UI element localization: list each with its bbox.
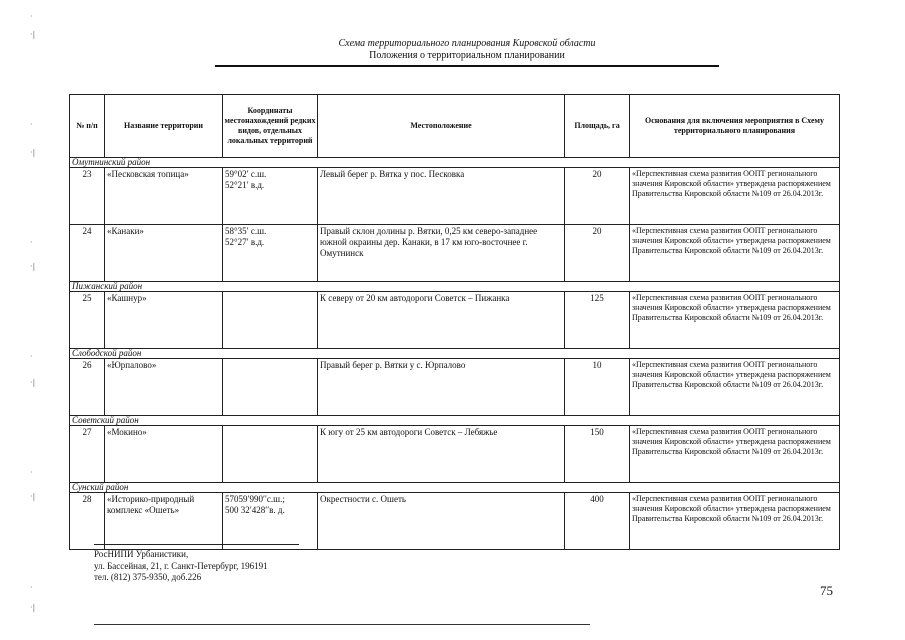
column-header-area: Площадь, га <box>565 95 630 158</box>
district-name: Омутнинский район <box>70 158 840 168</box>
cell-location: К северу от 20 км автодороги Советск – Пижанка <box>318 292 565 349</box>
cell-basis: «Перспективная схема развития ООПТ регионального значения Кировской области» утверждена распоряжением Правительства Кировской области №109 от 26.04.2013г. <box>630 359 840 416</box>
cell-area: 20 <box>565 168 630 225</box>
cell-coordinates <box>223 426 318 483</box>
table-row <box>70 292 840 349</box>
header-subtitle: Положения о территориальном планировании <box>369 50 565 61</box>
cell-coordinates <box>223 168 318 225</box>
cell-basis: «Перспективная схема развития ООПТ регионального значения Кировской области» утверждена распоряжением Правительства Кировской области №109 от 26.04.2013г. <box>630 225 840 282</box>
cell-number: 28 <box>70 493 105 550</box>
page-number: 75 <box>820 583 833 598</box>
cell-number: 24 <box>70 225 105 282</box>
scan-margin-mark: · <box>30 12 33 21</box>
document-footer <box>94 549 268 584</box>
cell-name: «Песковская топица» <box>105 168 223 225</box>
cell-location: К югу от 25 км автодороги Советск – Лебяжье <box>318 426 565 483</box>
column-header-location: Местоположение <box>318 95 565 158</box>
scan-margin-mark: ·| <box>30 262 36 271</box>
footer-rule <box>94 544 299 545</box>
coordinate-longitude: 52°27′ в.д. <box>225 237 265 247</box>
cell-location: Левый берег р. Вятка у пос. Песковка <box>318 168 565 225</box>
district-row <box>70 158 840 168</box>
column-header-number: № п/п <box>70 95 105 158</box>
district-row <box>70 349 840 359</box>
table-header-row <box>70 95 840 158</box>
cell-area: 10 <box>565 359 630 416</box>
scan-margin-mark: ·| <box>30 30 36 39</box>
cell-coordinates <box>223 292 318 349</box>
scan-margin-mark: · <box>30 352 33 361</box>
cell-coordinates <box>223 225 318 282</box>
scan-margin-mark: · <box>30 468 33 477</box>
cell-name: «Мокино» <box>105 426 223 483</box>
table-row <box>70 168 840 225</box>
scan-margin-mark: ·| <box>30 148 36 157</box>
header-rule <box>215 65 719 67</box>
scan-margin-mark: · <box>30 583 33 592</box>
scan-margin-mark: · <box>30 120 33 129</box>
footer-address: ул. Бассейная, 21, г. Санкт-Петербург, 196191 <box>94 560 268 571</box>
protected-areas-table <box>69 94 840 550</box>
table-row <box>70 359 840 416</box>
cell-basis: «Перспективная схема развития ООПТ регионального значения Кировской области» утверждена распоряжением Правительства Кировской области №109 от 26.04.2013г. <box>630 292 840 349</box>
coordinate-latitude: 58°35′ с.ш. <box>225 226 267 236</box>
district-row <box>70 416 840 426</box>
scan-margin-mark: ·| <box>30 378 36 387</box>
district-name: Пижанский район <box>70 282 840 292</box>
column-header-name: Название территории <box>105 95 223 158</box>
cell-number: 23 <box>70 168 105 225</box>
coordinate-latitude: 57059′990′′с.ш.; <box>225 494 285 504</box>
cell-number: 25 <box>70 292 105 349</box>
district-name: Советский район <box>70 416 840 426</box>
cell-area: 150 <box>565 426 630 483</box>
column-header-basis: Основания для включения мероприятия в Схему территориального планирования <box>630 95 840 158</box>
coordinate-longitude: 500 32′428′′в. д. <box>225 505 285 515</box>
cell-coordinates <box>223 359 318 416</box>
scan-margin-mark: · <box>30 238 33 247</box>
table-row <box>70 426 840 483</box>
cell-area: 125 <box>565 292 630 349</box>
footer-organization: РосНИПИ Урбанистики, <box>94 549 189 559</box>
column-header-coordinates: Координаты местонахождений редких видов, отдельных локальных территорий <box>223 95 318 158</box>
scan-margin-mark: ·| <box>30 603 36 612</box>
cell-basis: «Перспективная схема развития ООПТ регионального значения Кировской области» утверждена распоряжением Правительства Кировской области №109 от 26.04.2013г. <box>630 168 840 225</box>
cell-basis: «Перспективная схема развития ООПТ регионального значения Кировской области» утверждена распоряжением Правительства Кировской области №109 от 26.04.2013г. <box>630 426 840 483</box>
bottom-rule <box>94 624 590 625</box>
district-name: Слободской район <box>70 349 840 359</box>
header-title: Схема территориального планирования Кировской области <box>338 38 596 49</box>
cell-coordinates <box>223 493 318 550</box>
district-row <box>70 282 840 292</box>
document-header <box>215 38 719 67</box>
cell-location: Правый склон долины р. Вятки, 0,25 км северо-западнее южной окраины дер. Канаки, в 17 км юго-восточнее г. Омутнинск <box>318 225 565 282</box>
footer-phone: тел. (812) 375-9350, доб.226 <box>94 572 202 582</box>
cell-area: 20 <box>565 225 630 282</box>
cell-number: 27 <box>70 426 105 483</box>
cell-name: «Историко-природный комплекс «Ошеть» <box>105 493 223 550</box>
cell-name: «Юрпалово» <box>105 359 223 416</box>
coordinate-longitude: 52°21′ в.д. <box>225 180 265 190</box>
cell-location: Окрестности с. Ошеть <box>318 493 565 550</box>
cell-basis: «Перспективная схема развития ООПТ регионального значения Кировской области» утверждена распоряжением Правительства Кировской области №109 от 26.04.2013г. <box>630 493 840 550</box>
district-row <box>70 483 840 493</box>
cell-name: «Канаки» <box>105 225 223 282</box>
table-row <box>70 225 840 282</box>
district-name: Сунский район <box>70 483 840 493</box>
coordinate-latitude: 59°02′ с.ш. <box>225 169 267 179</box>
cell-location: Правый берег р. Вятки у с. Юрпалово <box>318 359 565 416</box>
cell-number: 26 <box>70 359 105 416</box>
scan-margin-mark: ·| <box>30 492 36 501</box>
cell-name: «Кашнур» <box>105 292 223 349</box>
table-row <box>70 493 840 550</box>
cell-area: 400 <box>565 493 630 550</box>
